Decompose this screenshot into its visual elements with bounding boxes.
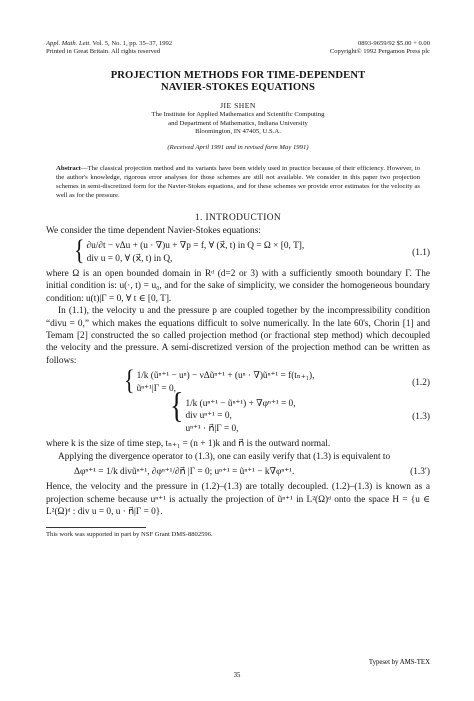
equation-number: (1.1) [412, 247, 430, 258]
affiliation-line: The Institute for Applied Mathematics and Scientific Computing [151, 110, 325, 118]
abstract [56, 164, 420, 200]
section-heading: 1. INTRODUCTION [194, 213, 282, 224]
paragraph: where k is the size of time step, tₙ₊₁ = (n + 1)k and n⃗ is the outward normal. [46, 439, 331, 450]
paragraph: We consider the time dependent Navier-Stokes equations: [46, 225, 261, 236]
equation-line: div uⁿ⁺¹ = 0, [185, 411, 232, 422]
header-right [330, 40, 430, 57]
author: JIE SHEN [220, 100, 256, 110]
paragraph: In (1.1), the velocity u and the pressure p are coupled together by the incompressibility condition “divu = 0,” which makes the equations difficult to solve numerically. In the late 60's, Chorin [1] and Temam [2] constructed the so called projection method (or fractional step method) which decoupled the velocity and the pressure. A semi-discretized version of the projection method can be written as follows: [46, 306, 430, 366]
equation-1-1 [46, 233, 430, 267]
paragraph: Hence, the velocity and the pressure in (1.2)–(1.3) are totally decoupled. (1.2)–(1.3) is known as a projection scheme because uⁿ⁺¹ is actually the projection of ũⁿ⁺¹ in L²(Ω)ᵈ onto the space H = {u ∈ L²(Ω)ᵈ : div u = 0, u · n⃗|Γ = 0}. [46, 482, 430, 518]
header-left [46, 40, 172, 57]
journal-name: Appl. Math. Lett. [46, 40, 91, 47]
paragraph: where Ω is an open bounded domain in Rᵈ (d=2 or 3) with a sufficiently smooth boundary Γ. The initial condition is: u(·, t) = u₀, and for the sake of simplicity, we consider the homogeneous boundary condition: u(t)|Γ = 0, ∀ t ∈ [0, T]. [46, 268, 430, 304]
printed-note: Printed in Great Britain. All rights reserved [46, 48, 161, 56]
copyright: Copyright© 1992 Pergamon Press plc [329, 48, 430, 56]
footnote: This work was supported in part by NSF Grant DMS-8802596. [46, 530, 213, 538]
footnote-rule [46, 527, 146, 528]
equation-line: uⁿ⁺¹ · n⃗|Γ = 0, [185, 423, 239, 434]
equation-number: (1.2) [412, 377, 430, 388]
brace: { [74, 233, 85, 267]
paragraph: Applying the divergence operator to (1.3), one can easily verify that (1.3) is equivalent to [58, 451, 391, 462]
journal-volume: Vol. 5, No. 1, pp. 35–37, 1992 [92, 40, 173, 47]
affiliation [46, 111, 430, 138]
abstract-label: Abstract [56, 165, 81, 173]
received-date: (Received April 1991 and in revised form May 1991) [167, 144, 309, 152]
equation-number: (1.3) [412, 411, 430, 422]
equation-line: ∂u/∂t − νΔu + (u · ∇)u + ∇p = f, ∀ (x⃗, t) in Q = Ω × [0, T], [86, 241, 305, 252]
equation-line: div u = 0, ∀ (x⃗, t) in Q, [86, 253, 173, 264]
brace: { [170, 385, 184, 427]
running-header [46, 40, 430, 57]
abstract-text: —The classical projection method and its variants have been widely used in practice because of their efficiency. However, to the author's knowledge, rigorous error analyses for those schemes are still not available. We consider in this paper two projection schemes in semi-discretized form for the Navier-Stokes equations, and for these schemes we provide error estimates for the velocity as well as for the pressure. [56, 165, 420, 200]
affiliation-line: Bloomington, IN 47405, U.S.A. [195, 128, 281, 136]
equation-1-2 [46, 363, 430, 397]
paper-title [46, 70, 430, 95]
equation-line: ũⁿ⁺¹|Γ = 0, [136, 383, 176, 394]
title-line-1: PROJECTION METHODS FOR TIME-DEPENDENT [110, 69, 366, 81]
equation-1-3-prime [46, 466, 430, 478]
equation-line: Δφⁿ⁺¹ = 1/k divũⁿ⁺¹, ∂φⁿ⁺¹/∂n⃗ |Γ = 0; uⁿ⁺¹ = ũⁿ⁺¹ − k∇φⁿ⁺¹. [74, 467, 295, 478]
brace: { [124, 363, 135, 397]
issn: 0893-9659/92 $5.00 + 0.00 [357, 40, 430, 47]
title-line-2: NAVIER-STOKES EQUATIONS [161, 82, 315, 94]
affiliation-line: and Department of Mathematics, Indiana University [168, 119, 308, 127]
equation-number: (1.3′) [410, 467, 430, 478]
typeset-credit: Typeset by AMS-TEX [368, 659, 430, 666]
equation-line: 1/k (ũⁿ⁺¹ − uⁿ) − νΔũⁿ⁺¹ + (uⁿ · ∇)ũⁿ⁺¹ = f(tₙ₊₁), [136, 371, 315, 382]
equation-line: 1/k (uⁿ⁺¹ − ũⁿ⁺¹) + ∇φⁿ⁺¹ = 0, [185, 399, 296, 410]
page-number: 35 [233, 672, 241, 679]
